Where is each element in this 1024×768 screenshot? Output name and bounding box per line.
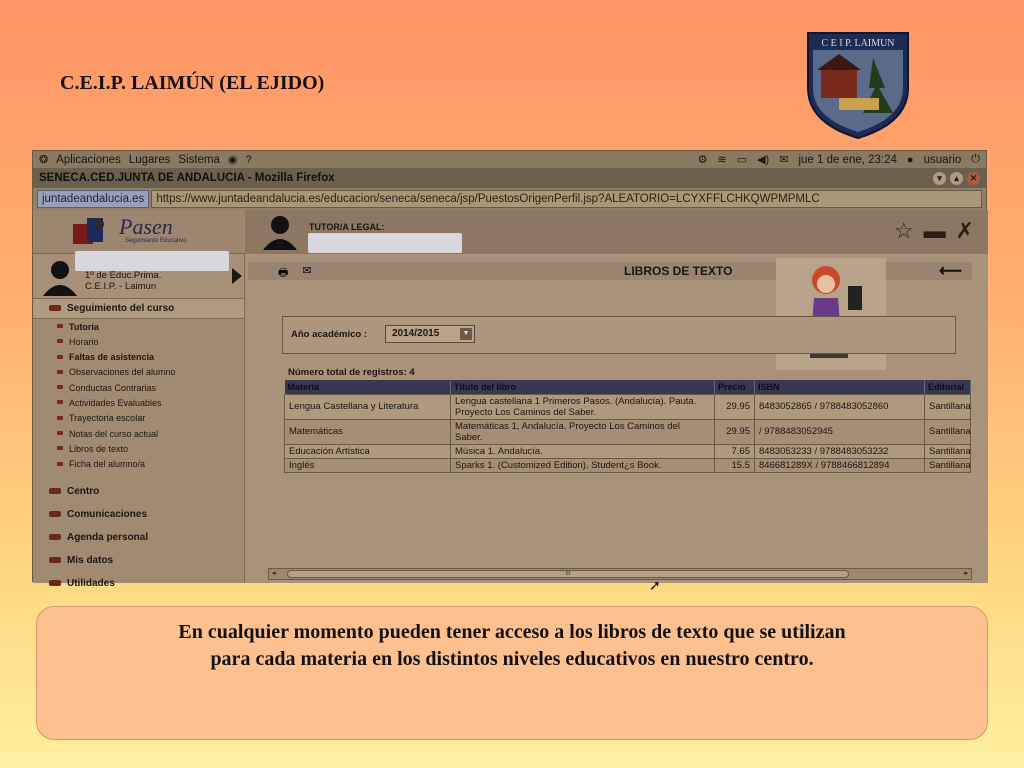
student-school: C.E.I.P. - Laimun: [85, 281, 157, 292]
sidebar-item-conductas[interactable]: Conductas Contrarias: [33, 380, 244, 395]
menu-aplicaciones[interactable]: Aplicaciones: [56, 153, 121, 166]
cell-editorial: Santillana: [925, 444, 971, 458]
wifi-icon[interactable]: ≋: [717, 154, 727, 166]
sidebar: [33, 254, 245, 589]
cell-materia: Matemáticas: [285, 419, 451, 444]
col-titulo[interactable]: Título del libro: [451, 380, 715, 394]
pasen-header: [33, 210, 245, 254]
student-avatar-icon: [41, 258, 79, 296]
sidebar-item-horario[interactable]: Horario: [33, 334, 244, 349]
col-editorial[interactable]: Editorial: [925, 380, 971, 394]
pasen-logo-mark: [71, 216, 117, 248]
table-row[interactable]: [285, 419, 971, 444]
screenshot-frame: [32, 150, 987, 593]
exit-icon[interactable]: ✗: [955, 218, 974, 243]
filter-label: Año académico :: [291, 329, 368, 340]
sidebar-section-comunicaciones[interactable]: Comunicaciones: [33, 505, 244, 524]
tutor-name-redacted: [308, 233, 462, 253]
caption-box: [36, 606, 988, 740]
cell-precio: 7.65: [715, 444, 755, 458]
window-title: SENECA.CED.JUNTA DE ANDALUCIA - Mozilla Firefox: [39, 172, 335, 184]
table-row[interactable]: [285, 394, 971, 419]
page-title: LIBROS DE TEXTO: [624, 264, 733, 278]
pasen-subtitle: Seguimiento Educativo: [125, 238, 187, 244]
scrollbar-thumb[interactable]: III: [287, 570, 849, 578]
cell-titulo: Matemáticas 1, Andalucía. Proyecto Los Caminos del Saber.: [451, 419, 715, 444]
power-icon[interactable]: ⏻: [971, 153, 980, 165]
sidebar-item-notas[interactable]: Notas del curso actual: [33, 426, 244, 441]
cell-editorial: Santillana: [925, 394, 971, 419]
records-count: Número total de registros: 4: [288, 367, 415, 378]
pasen-logo[interactable]: Pasen: [119, 214, 173, 239]
battery-icon[interactable]: ▭: [736, 154, 748, 166]
cell-materia: Educación Artística: [285, 444, 451, 458]
print-icon[interactable]: 🖶: [278, 267, 289, 279]
cell-materia: Lengua Castellana y Literatura: [285, 394, 451, 419]
books-table: [284, 380, 971, 473]
sidebar-item-actividades[interactable]: Actividades Evaluables: [33, 395, 244, 410]
table-row[interactable]: [285, 444, 971, 458]
sidebar-item-libros[interactable]: Libros de texto: [33, 441, 244, 456]
student-selector[interactable]: [33, 254, 244, 299]
table-header-row: [285, 380, 971, 394]
cell-precio: 29.95: [715, 394, 755, 419]
close-button[interactable]: ✕: [967, 172, 980, 185]
envelope-icon[interactable]: ✉: [302, 265, 312, 277]
volume-icon[interactable]: ◀): [757, 154, 770, 166]
scroll-left-icon[interactable]: ◂: [272, 570, 276, 577]
minimize-button[interactable]: ▾: [933, 172, 946, 185]
caption-line-1: En cualquier momento pueden tener acceso a los libros de texto que se utilizan: [178, 621, 846, 643]
maximize-button[interactable]: ▴: [950, 172, 963, 185]
sidebar-item-trayectoria[interactable]: Trayectoria escolar: [33, 411, 244, 426]
firefox-launcher-icon[interactable]: ◉: [227, 154, 238, 166]
user-menu[interactable]: usuario: [923, 153, 962, 166]
cell-precio: 29.95: [715, 419, 755, 444]
window-titlebar[interactable]: [33, 168, 986, 188]
network-status-icon[interactable]: ⚙: [697, 154, 708, 166]
logo-text: C E I P. LAIMUN: [821, 38, 895, 49]
col-materia[interactable]: Materia: [285, 380, 451, 394]
cell-titulo: Música 1. Andalucía.: [451, 444, 715, 458]
cell-isbn: 846681289X / 9788466812894: [755, 458, 925, 472]
student-next-arrow-icon[interactable]: [232, 268, 242, 284]
favorite-star-icon[interactable]: ☆: [893, 218, 914, 243]
cell-precio: 15.5: [715, 458, 755, 472]
web-page: [33, 210, 988, 593]
menu-lugares[interactable]: Lugares: [128, 153, 171, 166]
sidebar-section-seguimiento[interactable]: Seguimiento del curso: [33, 299, 244, 319]
horizontal-scrollbar[interactable]: [268, 568, 972, 580]
sidebar-subitems: [33, 319, 244, 472]
chevron-down-icon[interactable]: ▼: [460, 328, 472, 340]
academic-year-select[interactable]: [385, 325, 475, 343]
sidebar-section-agenda[interactable]: Agenda personal: [33, 528, 244, 547]
cell-isbn: / 9788483052945: [755, 419, 925, 444]
sidebar-item-faltas[interactable]: Faltas de asistencia: [33, 350, 244, 365]
cell-editorial: Santillana: [925, 419, 971, 444]
caption-line-2: para cada materia en los distintos niveles educativos en nuestro centro.: [210, 648, 814, 670]
col-isbn[interactable]: ISBN: [755, 380, 925, 394]
back-arrow-icon[interactable]: ⟵: [939, 263, 962, 280]
menu-sistema[interactable]: Sistema: [178, 153, 220, 166]
sidebar-section-utilidades[interactable]: Utilidades: [33, 574, 244, 593]
cell-materia: Inglés: [285, 458, 451, 472]
sidebar-item-tutoria[interactable]: Tutoría: [33, 319, 244, 334]
user-icon: ●: [906, 153, 914, 166]
folder-icon[interactable]: ▬: [923, 218, 946, 243]
app-header: [245, 210, 988, 254]
help-icon[interactable]: ?: [245, 153, 252, 166]
cell-titulo: Sparks 1. (Customized Edition). Student¿s Book.: [451, 458, 715, 472]
mail-icon[interactable]: ✉: [779, 154, 789, 166]
sidebar-item-observaciones[interactable]: Observaciones del alumno: [33, 365, 244, 380]
academic-year-value: 2014/2015: [392, 328, 440, 339]
cell-isbn: 8483053233 / 9788483053232: [755, 444, 925, 458]
desktop-top-panel: [33, 151, 986, 168]
main-content: [246, 254, 988, 593]
sidebar-item-ficha[interactable]: Ficha del alumno/a: [33, 457, 244, 472]
sidebar-section-centro[interactable]: Centro: [33, 482, 244, 501]
slide-title: C.E.I.P. LAIMÚN (EL EJIDO): [60, 72, 325, 94]
clock[interactable]: jue 1 de ene, 23:24: [798, 153, 897, 166]
scroll-right-icon[interactable]: ▸: [964, 570, 968, 577]
url-field[interactable]: https://www.juntadeandalucia.es/educacion/seneca/seneca/jsp/PuestosOrigenPerfil.jsp?ALEATORIO=LCYXFFLCHKQWPMPMLC: [151, 190, 982, 208]
table-row[interactable]: [285, 458, 971, 472]
tutor-label: TUTOR/A LEGAL:: [309, 222, 385, 232]
gnome-foot-icon[interactable]: ❂: [39, 154, 49, 166]
mouse-cursor-icon: ➚: [649, 577, 661, 593]
school-logo: [803, 28, 913, 140]
student-course: 1º de Educ.Prima.: [85, 270, 162, 281]
cell-titulo: Lengua castellana 1 Primeros Pasos. (Andalucía). Pauta. Proyecto Los Caminos del Saber.: [451, 394, 715, 419]
col-precio[interactable]: Precio: [715, 380, 755, 394]
tutor-avatar-icon: [261, 214, 299, 250]
student-name-redacted: [75, 251, 229, 271]
site-identity-badge[interactable]: juntadeandalucia.es: [37, 190, 149, 208]
url-bar: [33, 188, 986, 210]
cell-isbn: 8483052865 / 9788483052860: [755, 394, 925, 419]
filter-box: [282, 316, 956, 354]
student-info: [85, 270, 161, 292]
cell-editorial: Santillana: [925, 458, 971, 472]
sidebar-section-mis-datos[interactable]: Mis datos: [33, 551, 244, 570]
